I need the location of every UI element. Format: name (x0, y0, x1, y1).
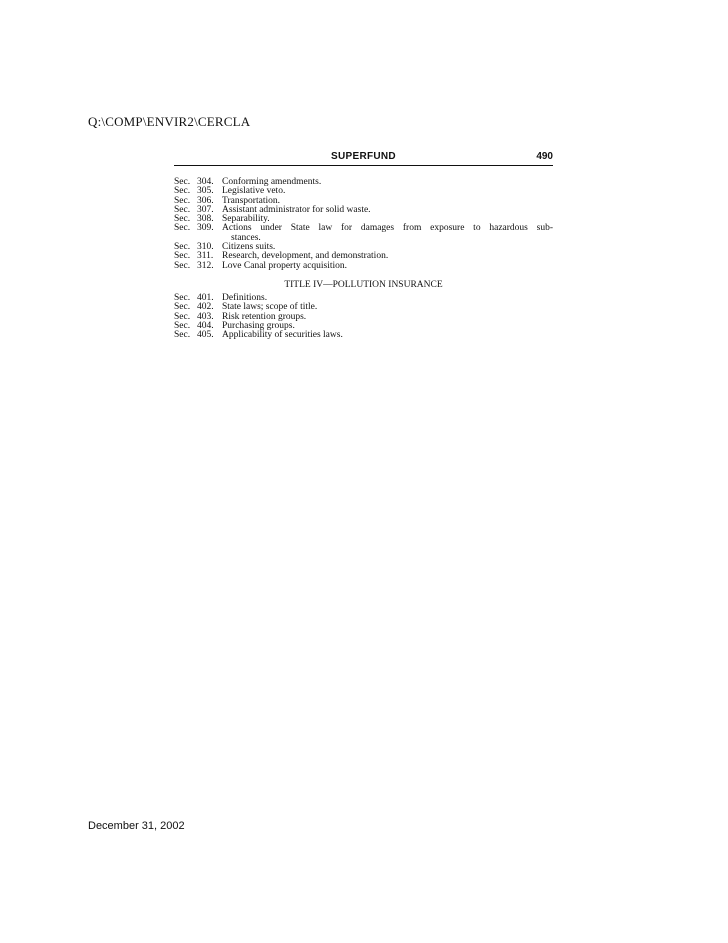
toc-sec-label: Sec. (174, 214, 191, 225)
toc-sec-label: Sec. (174, 311, 191, 322)
footer-date: December 31, 2002 (88, 820, 185, 832)
toc-sec-title: State laws; scope of title. (222, 302, 318, 313)
title-iv-heading: TITLE IV—POLLUTION INSURANCE (284, 280, 443, 290)
toc-sec-label: Sec. (174, 330, 191, 341)
running-head (174, 151, 553, 166)
toc-sec-title: Purchasing groups. (222, 320, 295, 331)
toc-sec-number: 306. (197, 195, 214, 206)
toc-entry (174, 262, 553, 271)
toc-sec-number: 312. (197, 260, 214, 271)
toc-sec-number: 309. (197, 223, 214, 234)
toc-sec-title: Citizens suits. (222, 242, 276, 253)
toc-title-iii-sections (174, 178, 553, 271)
toc-sec-number: 403. (197, 311, 214, 322)
toc-sec-title: Research, development, and demonstration. (222, 251, 389, 262)
toc-sec-label: Sec. (174, 251, 191, 262)
toc-sec-title: Conforming amendments. (222, 177, 322, 187)
toc-sec-title: Love Canal property acquisition. (222, 260, 348, 271)
toc-sec-label: Sec. (174, 223, 191, 234)
toc-sec-label: Sec. (174, 293, 191, 303)
toc-sec-label: Sec. (174, 186, 191, 197)
toc-title-iv-sections (174, 294, 553, 340)
toc-sec-title-continuation: stances. (231, 232, 261, 243)
toc-sec-number: 405. (197, 330, 214, 341)
toc-sec-number: 305. (197, 186, 214, 197)
toc-sec-title: Applicability of securities laws. (222, 330, 343, 341)
toc-sec-label: Sec. (174, 260, 191, 271)
toc-sec-title: Transportation. (222, 195, 280, 206)
toc-sec-label: Sec. (174, 204, 191, 215)
toc-sec-title: Legislative veto. (222, 186, 286, 197)
toc-sec-label: Sec. (174, 320, 191, 331)
toc-entry (174, 331, 553, 340)
toc-sec-title: Assistant administrator for solid waste. (222, 204, 371, 215)
toc-sec-number: 310. (197, 242, 214, 253)
toc-sec-title: Definitions. (222, 293, 268, 303)
running-title: SUPERFUND (331, 151, 396, 162)
toc-sec-title: Risk retention groups. (222, 311, 307, 322)
toc-sec-number: 308. (197, 214, 214, 225)
toc-sec-title: Separability. (222, 214, 270, 225)
toc-sec-label: Sec. (174, 195, 191, 206)
toc-sec-number: 311. (197, 251, 214, 262)
toc-sec-number: 401. (197, 293, 214, 303)
toc-sec-title: Actions under State law for damages from exposure to hazardous sub- (222, 223, 553, 234)
toc-sec-number: 307. (197, 204, 214, 215)
toc-sec-number: 402. (197, 302, 214, 313)
toc-sec-label: Sec. (174, 302, 191, 313)
toc-sec-number: 404. (197, 320, 214, 331)
toc-sec-label: Sec. (174, 242, 191, 253)
toc-sec-number: 304. (197, 177, 214, 187)
toc-sec-label: Sec. (174, 177, 191, 187)
page-number: 490 (536, 151, 553, 162)
file-path: Q:\COMP\ENVIR2\CERCLA (88, 114, 251, 129)
